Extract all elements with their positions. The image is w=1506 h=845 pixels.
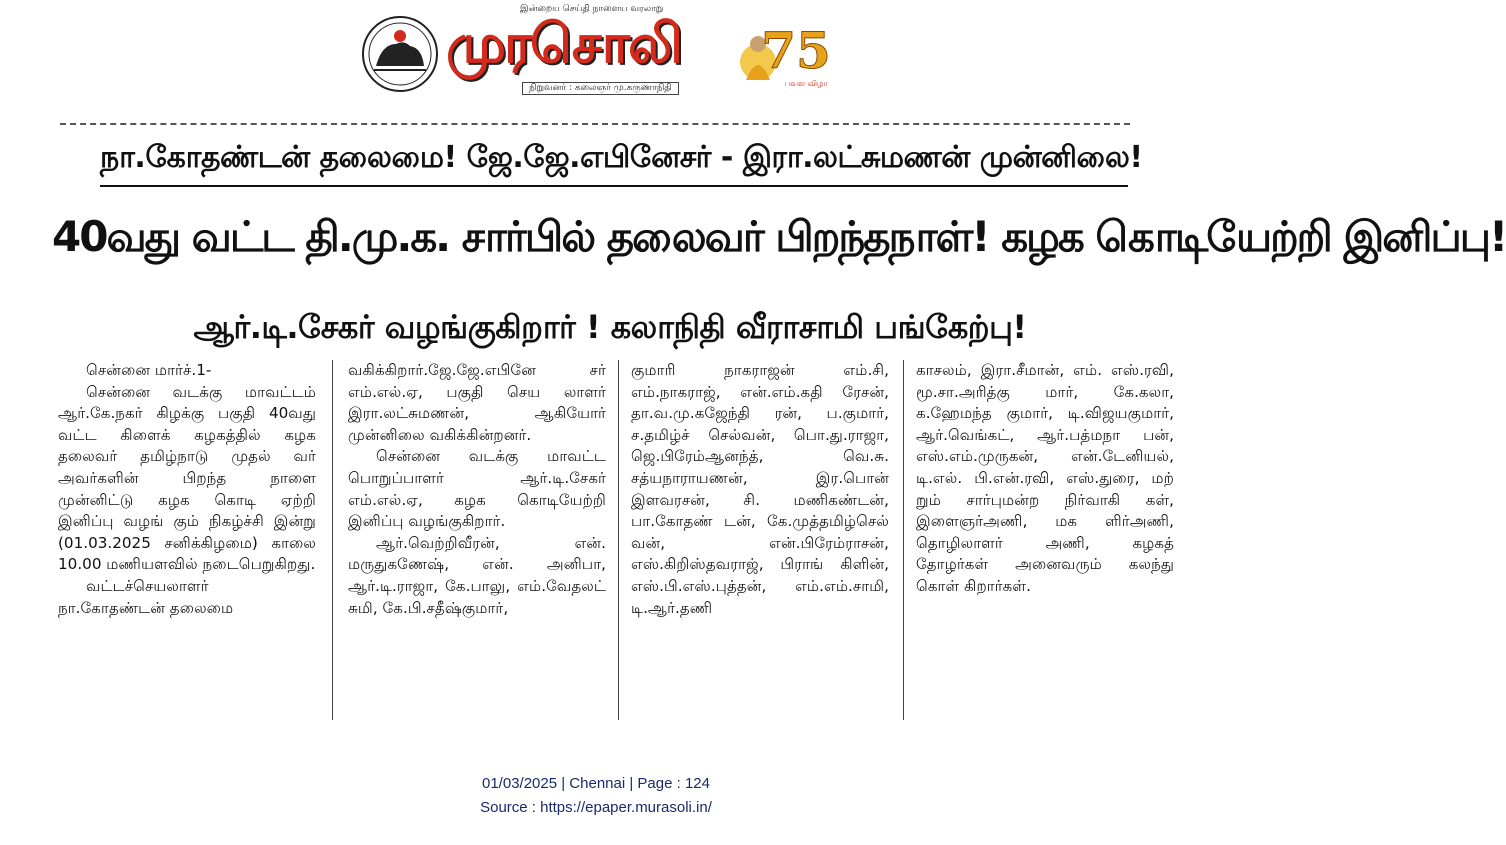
sub-headline: ஆர்.டி.சேகர் வழங்குகிறார் ! கலாநிதி வீராசாமி பங்கேற்பு! — [193, 308, 1027, 346]
article-column-2 — [348, 360, 606, 720]
dateline: சென்னை மார்ச்.1- — [86, 361, 212, 379]
anniversary-number: 75 — [761, 21, 831, 80]
masthead-logo: முரசொலி — [446, 12, 681, 75]
anniversary-75-logo — [732, 10, 831, 102]
column-divider — [618, 360, 619, 720]
anniversary-caption: பவள விழா — [784, 79, 828, 88]
article-paragraph: காசலம், இரா.சீமான், எம். எஸ்.ரவி, மூ.சா.அரித்கு மார், கே.கலா, க.ஹேமந்த குமார், டி.விஜயகுமார், ஆர்.வெங்கட், ஆர்.பத்மநா பன், எஸ்.எம்.முருகன், என்.டேனியல், டி.எல். பி.என்.ரவி, எஸ்.துரை, மற் றும் சார்புமன்ற நிர்வாகி கள், இளைஞர்அணி, மக ளிர்அணி, தொழிலாளர் அணி, கழகத் தோழர்கள் அனைவரும் கலந்து கொள் கிறார்கள். — [916, 361, 1174, 595]
article-paragraph: வட்டச்செயலாளர் நா.கோதண்டன் தலைமை — [58, 576, 234, 617]
rising-sun-emblem-icon — [360, 14, 440, 94]
footer-source-link[interactable]: Source : https://epaper.murasoli.in/ — [480, 799, 712, 816]
masthead-tagline: இன்றைய செய்தி நாளைய வரலாறு — [520, 4, 664, 14]
article-paragraph: சென்னை வடக்கு மாவட்ட பொறுப்பாளர் ஆர்.டி.சேகர் எம்.எல்.ஏ, கழக கொடியேற்றி இனிப்பு வழங்குகிறார். — [348, 447, 606, 531]
article-body — [58, 360, 1174, 720]
article-column-4 — [916, 360, 1174, 720]
page-footer — [0, 772, 1192, 820]
main-headline: 40வது வட்ட தி.மு.க. சார்பில் தலைவர் பிறந்தநாள்! கழக கொடியேற்றி இனிப்பு! — [52, 212, 1506, 261]
masthead-founder: நிறுவனர் : கலைஞர் மு.கருணாநிதி — [522, 82, 679, 95]
column-divider — [903, 360, 904, 720]
article-column-3 — [631, 360, 889, 720]
footer-edition-info: 01/03/2025 | Chennai | Page : 124 — [482, 775, 710, 792]
article-paragraph: வகிக்கிறார்.ஜே.ஜே.எபினே சர் எம்.எல்.ஏ, பகுதி செய லாளர் இரா.லட்சுமணன், ஆகியோர் முன்னிலை வகிக்கின்றனர். — [348, 361, 606, 444]
masthead-divider — [60, 123, 1130, 125]
article-paragraph: சென்னை வடக்கு மாவட்டம் ஆர்.கே.நகர் கிழக்கு பகுதி 40வது வட்ட கிளைக் கழகத்தில் கழக தலைவர் தமிழ்நாடு முதல் வர் அவர்களின் பிறந்த நாளை முன்னிட்டு கழக கொடி ஏற்றி இனிப்பு வழங் கும் நிகழ்ச்சி இன்று (01.03.2025 சனிக்கிழமை) காலை 10.00 மணியளவில் நடைபெறுகிறது. — [58, 382, 316, 574]
article-paragraph: குமாரி நாகராஜன் எம்.சி, எம்.நாகராஜ், என்.எம்.கதி ரேசன், தா.வ.மு.கஜேந்தி ரன், ப.குமார், ச.தமிழ்ச் செல்வன், பொ.து.ராஜா, ஜெ.பிரேம்ஆனந்த், வெ.சு. சத்யநாராயணன், இர.பொன் இளவரசன், சி. மணிகண்டன், பா.கோதண் டன், கே.முத்தமிழ்செல் வன், என்.பிரேம்ராசன், எஸ்.கிறிஸ்தவராஜ், பிராங் கிளின், எஸ்.பி.எஸ்.புத்தன், எம்.எம்.சாமி, டி.ஆர்.தணி — [631, 361, 889, 617]
masthead — [360, 4, 830, 104]
kicker-headline: நா.கோதண்டன் தலைமை! ஜே.ஜே.எபினேசர் - இரா.லட்சுமணன் முன்னிலை! — [100, 140, 1128, 187]
column-divider — [332, 360, 333, 720]
article-column-1 — [58, 360, 316, 720]
article-paragraph: ஆர்.வெற்றிவீரன், என். மருதுகணேஷ், என். அனிபா, ஆர்.டி.ராஜா, கே.பாலு, எம்.வேதலட் சுமி, கே.பி.சதீஷ்குமார், — [348, 533, 606, 617]
